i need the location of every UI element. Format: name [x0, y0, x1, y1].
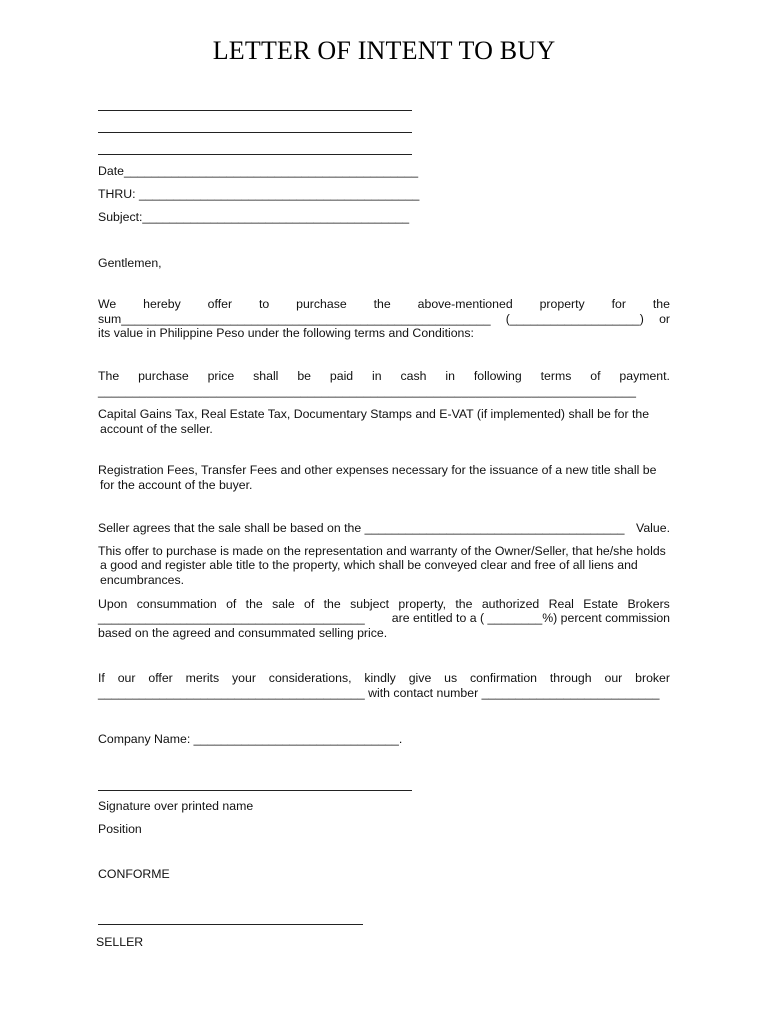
- offer-line-2[interactable]: [98, 312, 670, 326]
- word: for: [611, 297, 626, 311]
- word: consummation: [136, 597, 217, 611]
- word: property: [539, 297, 585, 311]
- salutation: Gentlemen,: [98, 256, 162, 270]
- representation-line-1: This offer to purchase is made on the representation and warranty of the Owner/Seller, that he/she holds: [98, 544, 666, 558]
- word: authorized: [481, 597, 540, 611]
- word: terms: [540, 369, 572, 383]
- word: us: [444, 671, 458, 685]
- word: the: [373, 297, 391, 311]
- offer-line-1: [98, 297, 670, 311]
- word: broker: [635, 671, 670, 685]
- word: property,: [398, 597, 447, 611]
- word: of: [590, 369, 601, 383]
- representation-line-3: encumbrances.: [100, 573, 185, 587]
- word: considerations,: [268, 671, 352, 685]
- payment-terms-field[interactable]: _____________________________________________________________________________: [98, 384, 637, 398]
- word: Brokers: [627, 597, 670, 611]
- signature-caption: Signature over printed name: [98, 799, 254, 813]
- word: We: [98, 297, 117, 311]
- word: Value.: [636, 521, 670, 535]
- word: the: [323, 597, 341, 611]
- seller-signature-line[interactable]: [98, 924, 363, 925]
- word: the: [455, 597, 473, 611]
- commission-line-1: [98, 597, 670, 611]
- word: above-mentioned: [417, 297, 513, 311]
- seller-label: SELLER: [96, 935, 144, 949]
- word: of: [226, 597, 237, 611]
- address-line-2[interactable]: [98, 132, 412, 133]
- word: our: [604, 671, 623, 685]
- word: Estate: [583, 597, 619, 611]
- word: paid: [329, 369, 354, 383]
- broker-name-field[interactable]: _______________________________________: [98, 611, 365, 625]
- word: shall: [253, 369, 279, 383]
- word: offer: [148, 671, 173, 685]
- thru-field[interactable]: THRU: _________________________________________: [98, 187, 420, 201]
- word: our: [117, 671, 136, 685]
- conforme-label: CONFORME: [98, 867, 170, 881]
- word: If: [98, 671, 105, 685]
- word: your: [232, 671, 256, 685]
- word: subject: [350, 597, 390, 611]
- offer-line-3: its value in Philippine Peso under the following terms and Conditions:: [98, 326, 474, 340]
- word: following: [473, 369, 522, 383]
- position-label: Position: [98, 822, 142, 836]
- word: through: [549, 671, 592, 685]
- subject-field[interactable]: Subject:_______________________________________: [98, 210, 410, 224]
- word: Real: [548, 597, 574, 611]
- word: payment.: [619, 369, 670, 383]
- representation-line-2: a good and register able title to the property, which shall be conveyed clear and free of all liens and: [100, 558, 638, 572]
- word: in: [445, 369, 455, 383]
- word: sale: [272, 597, 295, 611]
- broker-contact-field[interactable]: _______________________________________ with contact number __________________________: [98, 686, 660, 700]
- word: to: [258, 297, 270, 311]
- date-field[interactable]: Date___________________________________________: [98, 164, 419, 178]
- address-line-1[interactable]: [98, 110, 412, 111]
- word: price: [207, 369, 235, 383]
- value-basis-field[interactable]: Seller agrees that the sale shall be based on the ______________________________________: [98, 521, 625, 535]
- taxes-line-1: Capital Gains Tax, Real Estate Tax, Documentary Stamps and E-VAT (if implemented) shall be for the: [98, 407, 650, 421]
- word: The: [98, 369, 120, 383]
- word: Upon: [98, 597, 128, 611]
- word: merits: [185, 671, 220, 685]
- confirmation-line-1: [98, 671, 670, 685]
- word: be: [297, 369, 311, 383]
- address-line-3[interactable]: [98, 154, 412, 155]
- word: in: [372, 369, 382, 383]
- payment-line-1: [98, 369, 670, 383]
- offer-sum-field[interactable]: sum______________________________________________________: [98, 312, 491, 326]
- taxes-line-2: account of the seller.: [100, 422, 213, 436]
- offer-sum-figure-field[interactable]: (___________________): [505, 312, 644, 326]
- word: hereby: [143, 297, 181, 311]
- word: of: [304, 597, 315, 611]
- word: purchase: [296, 297, 347, 311]
- word: or: [659, 312, 670, 326]
- buyer-signature-line[interactable]: [98, 790, 412, 791]
- commission-percent-field[interactable]: are entitled to a ( ________%) percent commission: [391, 611, 670, 625]
- document-title: LETTER OF INTENT TO BUY: [212, 36, 556, 65]
- fees-line-2: for the account of the buyer.: [100, 478, 253, 492]
- word: confirmation: [470, 671, 538, 685]
- word: cash: [400, 369, 427, 383]
- commission-line-3: based on the agreed and consummated selling price.: [98, 626, 388, 640]
- word: give: [408, 671, 432, 685]
- company-name-field[interactable]: Company Name: ______________________________.: [98, 732, 403, 746]
- value-basis-line[interactable]: [98, 521, 670, 535]
- word: the: [652, 297, 670, 311]
- word: purchase: [138, 369, 189, 383]
- commission-line-2[interactable]: [98, 611, 670, 625]
- word: offer: [207, 297, 233, 311]
- word: the: [245, 597, 263, 611]
- word: kindly: [364, 671, 396, 685]
- fees-line-1: Registration Fees, Transfer Fees and other expenses necessary for the issuance of a new title shall be: [98, 463, 657, 477]
